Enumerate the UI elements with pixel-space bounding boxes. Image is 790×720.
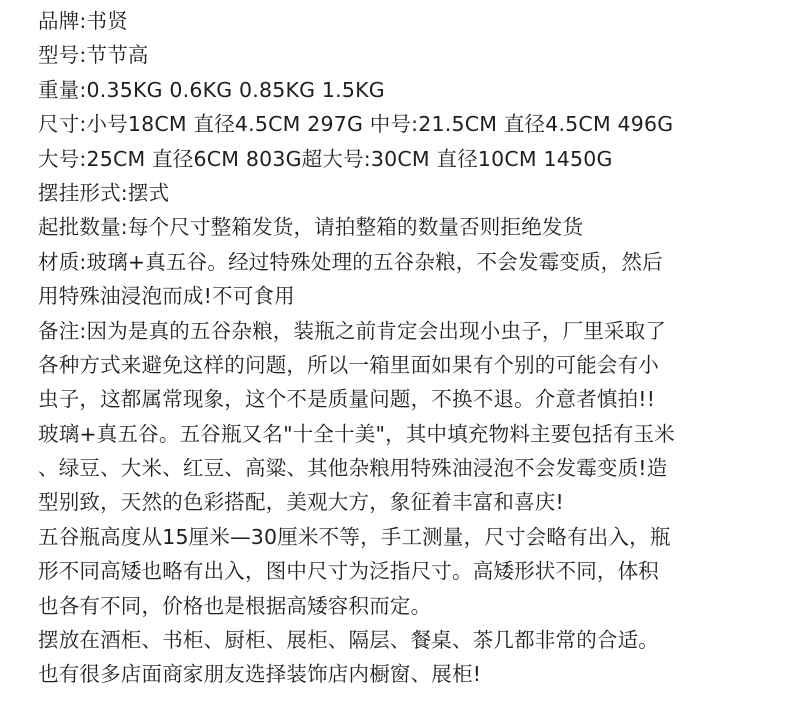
height-line-1: 五谷瓶高度从15厘米—30厘米不等，手工测量，尺寸会略有出入，瓶 [38,524,671,549]
intro-line-3: 型别致，天然的色彩搭配，美观大方，象征着丰富和喜庆! [38,490,564,515]
weight-line: 重量:0.35KG 0.6KG 0.85KG 1.5KG [38,77,385,102]
material-line-2: 用特殊油浸泡而成!不可食用 [38,284,295,309]
note-line-1: 备注:因为是真的五谷杂粮，装瓶之前肯定会出现小虫子，厂里采取了 [38,318,667,343]
brand-line: 品牌:书贤 [38,9,128,33]
display-style-line: 摆挂形式:摆式 [38,180,170,205]
note-line-3: 虫子，这都属常现象，这个不是质量问题，不换不退。介意者慎拍!! [38,387,656,412]
placement-line-1: 摆放在酒柜、书柜、厨柜、展柜、隔层、餐桌、茶几都非常的合适。 [38,628,659,653]
intro-line-2: 、绿豆、大米、红豆、高粱、其他杂粮用特殊油浸泡不会发霉变质!造 [38,456,668,481]
model-line: 型号:节节高 [38,43,149,68]
material-line-1: 材质:玻璃+真五谷。经过特殊处理的五谷杂粮，不会发霉变质，然后 [38,249,663,274]
intro-line-1: 玻璃+真五谷。五谷瓶又名"十全十美"，其中填充物料主要包括有玉米 [38,421,675,446]
wholesale-line: 起批数量:每个尺寸整箱发货，请拍整箱的数量否则拒绝发货 [38,215,584,240]
height-line-2: 形不同高矮也略有出入，图中尺寸为泛指尺寸。高矮形状不同，体积 [38,559,659,584]
placement-line-2: 也有很多店面商家朋友选择装饰店内橱窗、展柜! [38,662,482,687]
size-line-1: 尺寸:小号18CM 直径4.5CM 297G 中号:21.5CM 直径4.5CM 496G [38,112,674,137]
note-line-2: 各种方式来避免这样的问题，所以一箱里面如果有个别的可能会有小 [38,352,659,377]
product-description [38,4,788,692]
size-line-2: 大号:25CM 直径6CM 803G超大号:30CM 直径10CM 1450G [38,146,613,171]
height-line-3: 也各有不同，价格也是根据高矮容积而定。 [38,593,432,618]
